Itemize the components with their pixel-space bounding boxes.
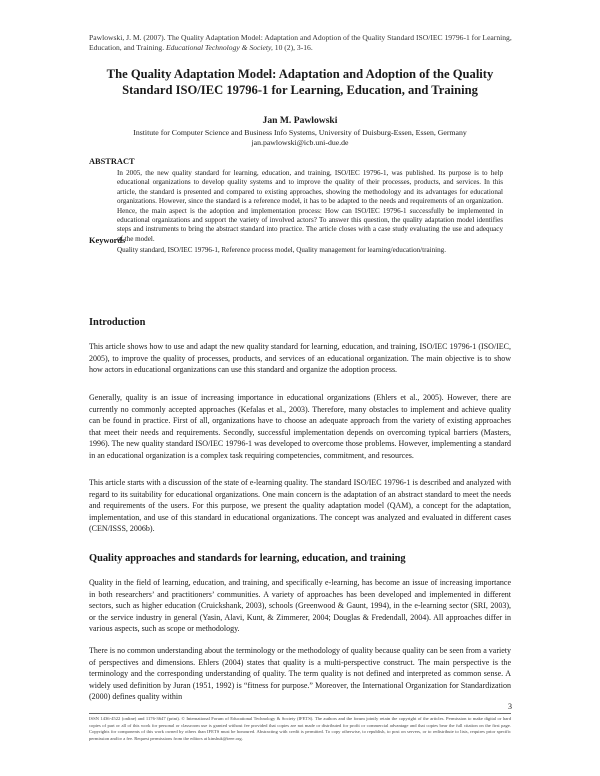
intro-paragraph-1: This article shows how to use and adapt the new quality standard for learning, education, and training, ISO/IEC 19796-1 (ISO/IEC, 2005), to improve the quality of processes, products, and services of an educational organization. The main objective is to show how actors in educational organizations can use this standard and organize the adoption process.: [89, 342, 511, 375]
keywords-heading: Keywords: [89, 236, 126, 245]
footer-divider: [89, 713, 511, 714]
intro-paragraph-3: This article starts with a discussion of the state of e-learning quality. The standard ISO/IEC 19796-1 is described and analyzed with regard to its suitability for educational organizations. One main concern is the adaptation of an abstract standard to meet the needs and requirements of the users. For this purpose, we present the quality adaptation model (QAM), a concept for the adaptation, implementation, and use of this standard in educational organizations. The concept was analyzed and evaluated in different cases (CEN/ISSS, 2006b).: [89, 478, 511, 534]
abstract-text: In 2005, the new quality standard for learning, education, and training, ISO/IEC 19796-1, was published. Its purpose is to help educational organizations to develop quality systems and to improve the quality of their processes, products, and services. In this article, the standard is presented and compared to existing approaches, showing the methodology and its advantages for educational organizations. However, since the standard is a reference model, it has to be adapted to the needs and requirements of an organization. Hence, the main aspect is the adoption and implementation process: How can ISO/IEC 19796-1 successfully be implemented in educational organizations and support the variety of involved actors? To answer this question, the quality adaptation model identifies steps and instruments to bring the abstract standard into practice. The article closes with a case study evaluating the use and adequacy of the model.: [117, 169, 503, 243]
intro-paragraph-2: Generally, quality is an issue of increasing importance in educational organizations (Ehlers et al., 2005). However, there are currently no commonly accepted approaches (Kefalas et al., 2003). Therefore, many obstacles to implement and achieve quality can be found in practice. First of all, organizations have to choose an adequate approach from the variety of existing approaches that meet their needs and requirements. Secondly, successful implementation depends on overcoming typical barriers (Masters, 1996). The new quality standard ISO/IEC 19796-1 was developed to overcome those problems. However, implementing a standard in an educational organization is a complex task requiring competencies, commitment, and resources.: [89, 393, 511, 460]
author-name: Jan M. Pawlowski: [262, 115, 338, 126]
abstract-heading: ABSTRACT: [89, 157, 135, 166]
author-email[interactable]: jan.pawlowski@icb.uni-due.de: [251, 138, 349, 147]
citation-journal: Educational Technology & Society,: [166, 43, 273, 52]
section2-paragraph-2: There is no common understanding about the terminology or the methodology of quality because quality can be seen from a variety of perspectives and dimensions. Ehlers (2004) states that quality is a multi-perspective construct. The main perspective is the terminology and the corresponding understanding of quality. The term quality is not defined and interpreted as common sense. A widely used definition by Juran (1951, 1992) is “fitness for purpose.” Moreover, the International Organization for Standardization (2000) defines quality within: [89, 646, 511, 702]
section2-paragraph-1: Quality in the field of learning, education, and training, and specifically e-learning, has become an issue of increasing importance in both researchers’ and practitioners’ communities. A variety of approaches has been developed and implemented in different sectors, such as higher education (Cruickshank, 2003), schools (Greenwood & Gaunt, 1994), in the e-learning sector (SRI, 2003), or the service industry in general (Yasin, Alavi, Kunt, & Zimmerer, 2004; Douglas & Fredendall, 2004). All approaches differ in various aspects, such as scope or methodology.: [89, 578, 511, 634]
keywords-text: Quality standard, ISO/IEC 19796-1, Reference process model, Quality management for learning/education/training.: [117, 246, 446, 254]
author-affiliation: Institute for Computer Science and Business Info Systems, University of Duisburg-Essen, Essen, Germany: [133, 128, 467, 137]
paper-title: The Quality Adaptation Model: Adaptation and Adoption of the Quality Standard ISO/IEC 19796-1 for Learning, Education, and Training: [106, 67, 494, 97]
section-heading-quality: Quality approaches and standards for learning, education, and training: [89, 553, 406, 564]
author-affiliation-block: [80, 128, 520, 148]
introduction-heading: Introduction: [89, 317, 146, 328]
citation-volume: 10 (2), 3-16.: [274, 43, 313, 52]
page-number: 3: [508, 702, 512, 711]
citation-header: [89, 33, 519, 53]
footer-copyright: ISSN 1436-4522 (online) and 1176-3647 (print). © International Forum of Educational Technology & Society (IFETS). The authors and the forum jointly retain the copyright of the articles. Permission to make digital or hard copies of part or all of this work for personal or classroom use is granted without fee provided that copies are not made or distributed for profit or commercial advantage and that copies bear the full citation on the first page. Copyrights for components of this work owned by others than IFETS must be honoured. Abstracting with credit is permitted. To copy otherwise, to republish, to post on servers, or to redistribute to lists, requires prior specific permission and/or a fee. Request permissions from the editors at kinshuk@ieee.org.: [89, 716, 511, 741]
citation-text: Pawlowski, J. M. (2007). The Quality Adaptation Model: Adaptation and Adoption of the Quality Standard ISO/IEC 19796-1 for Learning, Education, and Training.: [89, 33, 512, 52]
